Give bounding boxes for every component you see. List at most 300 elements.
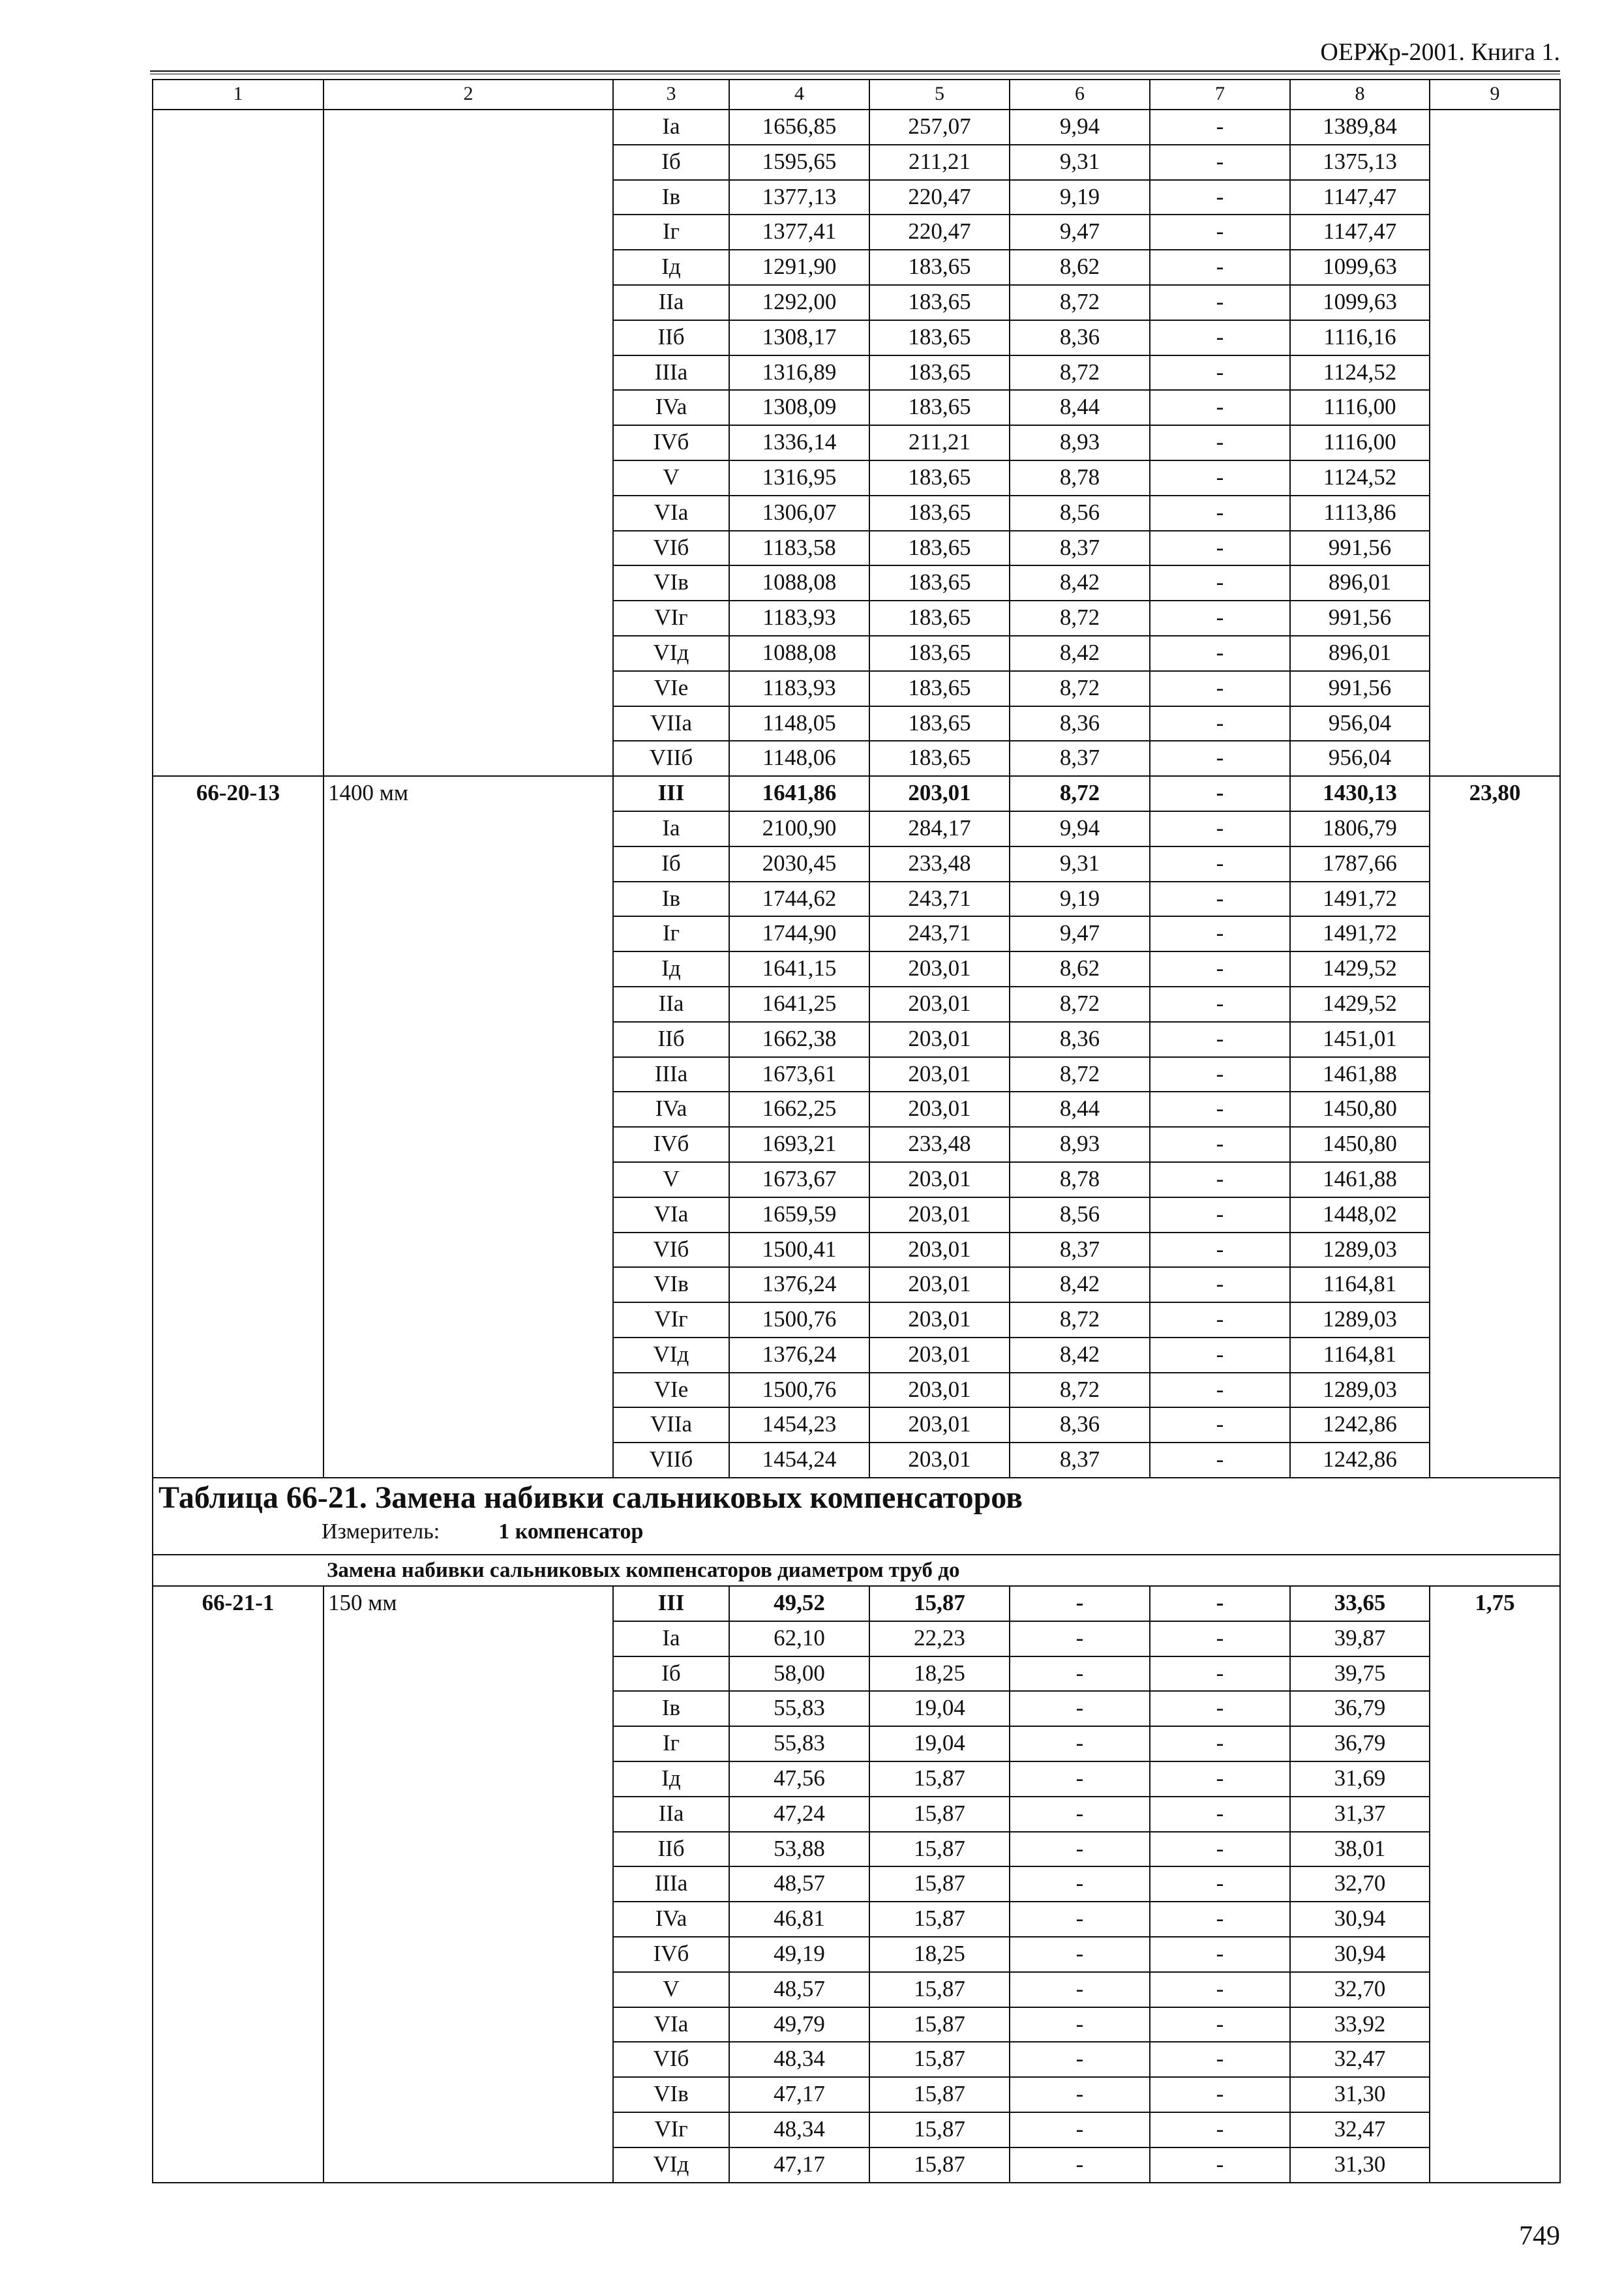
materials-cell: 991,56 <box>1290 601 1430 636</box>
table-row <box>153 1902 1560 1937</box>
direct-cost-cell: 1500,76 <box>729 1373 869 1408</box>
direct-cost-cell: 1500,76 <box>729 1302 869 1338</box>
direct-cost-cell: 47,17 <box>729 2077 869 2112</box>
machinery-cell: 8,44 <box>1010 1092 1150 1127</box>
name-cell <box>323 1057 613 1092</box>
code-cell <box>153 1127 323 1162</box>
table-row <box>153 215 1560 250</box>
region-cell: Iд <box>613 250 729 285</box>
table-row <box>153 1092 1560 1127</box>
table-row <box>153 636 1560 671</box>
machinery-cell: 8,62 <box>1010 951 1150 987</box>
code-cell <box>153 1162 323 1197</box>
name-cell <box>323 951 613 987</box>
wages-cell: 220,47 <box>869 180 1010 215</box>
region-cell: VIб <box>613 1233 729 1268</box>
name-cell <box>323 1761 613 1797</box>
materials-cell: 38,01 <box>1290 1832 1430 1867</box>
region-cell: Iв <box>613 1691 729 1726</box>
labor-cell <box>1430 355 1560 391</box>
table-row <box>153 1586 1560 1621</box>
wages-cell: 203,01 <box>869 1338 1010 1373</box>
machinery-cell: 8,72 <box>1010 601 1150 636</box>
table-row <box>153 1407 1560 1443</box>
labor-cell <box>1430 1127 1560 1162</box>
direct-cost-cell: 1641,86 <box>729 776 869 811</box>
code-cell <box>153 636 323 671</box>
machinist-wages-cell: - <box>1150 741 1290 776</box>
wages-cell: 233,48 <box>869 846 1010 882</box>
machinist-wages-cell: - <box>1150 215 1290 250</box>
wages-cell: 19,04 <box>869 1691 1010 1726</box>
machinery-cell: - <box>1010 1761 1150 1797</box>
name-cell <box>323 2077 613 2112</box>
machinery-cell: 8,36 <box>1010 706 1150 741</box>
materials-cell: 1116,00 <box>1290 425 1430 460</box>
direct-cost-cell: 1376,24 <box>729 1267 869 1302</box>
machinist-wages-cell: - <box>1150 1937 1290 1972</box>
labor-cell <box>1430 1197 1560 1233</box>
code-cell <box>153 1621 323 1656</box>
region-cell: Iг <box>613 1726 729 1761</box>
materials-cell: 1461,88 <box>1290 1162 1430 1197</box>
labor-cell <box>1430 565 1560 601</box>
wages-cell: 284,17 <box>869 811 1010 846</box>
wages-cell: 22,23 <box>869 1621 1010 1656</box>
materials-cell: 1289,03 <box>1290 1233 1430 1268</box>
direct-cost-cell: 1744,62 <box>729 882 869 917</box>
labor-cell <box>1430 706 1560 741</box>
machinist-wages-cell: - <box>1150 671 1290 706</box>
region-cell: VIa <box>613 1197 729 1233</box>
code-cell <box>153 110 323 145</box>
table-body <box>153 80 1560 2183</box>
table-row <box>153 1443 1560 1478</box>
code-cell <box>153 1197 323 1233</box>
table-row <box>153 285 1560 320</box>
wages-cell: 15,87 <box>869 2147 1010 2183</box>
region-cell: VIд <box>613 2147 729 2183</box>
materials-cell: 1430,13 <box>1290 776 1430 811</box>
machinist-wages-cell: - <box>1150 1972 1290 2007</box>
direct-cost-cell: 1308,09 <box>729 390 869 425</box>
header-rule <box>150 70 1560 74</box>
wages-cell: 203,01 <box>869 776 1010 811</box>
direct-cost-cell: 49,79 <box>729 2007 869 2042</box>
table-row <box>153 496 1560 531</box>
machinist-wages-cell: - <box>1150 1267 1290 1302</box>
region-cell: VIг <box>613 2112 729 2147</box>
machinist-wages-cell: - <box>1150 1761 1290 1797</box>
table-row <box>153 987 1560 1022</box>
direct-cost-cell: 1662,25 <box>729 1092 869 1127</box>
labor-cell <box>1430 1797 1560 1832</box>
region-cell: VIa <box>613 496 729 531</box>
materials-cell: 32,47 <box>1290 2042 1430 2077</box>
machinery-cell: - <box>1010 1656 1150 1692</box>
materials-cell: 991,56 <box>1290 671 1430 706</box>
materials-cell: 1164,81 <box>1290 1267 1430 1302</box>
name-cell <box>323 706 613 741</box>
materials-cell: 896,01 <box>1290 636 1430 671</box>
machinery-cell: 9,31 <box>1010 145 1150 180</box>
region-cell: VIд <box>613 1338 729 1373</box>
machinery-cell: - <box>1010 2042 1150 2077</box>
code-cell <box>153 1691 323 1726</box>
code-cell <box>153 180 323 215</box>
machinist-wages-cell: - <box>1150 1797 1290 1832</box>
code-cell <box>153 2077 323 2112</box>
table-row <box>153 425 1560 460</box>
direct-cost-cell: 1148,06 <box>729 741 869 776</box>
machinist-wages-cell: - <box>1150 110 1290 145</box>
region-cell: IIa <box>613 1797 729 1832</box>
subheading-row <box>153 1555 1560 1586</box>
machinist-wages-cell: - <box>1150 1373 1290 1408</box>
table-row <box>153 2077 1560 2112</box>
table-row <box>153 1057 1560 1092</box>
machinist-wages-cell: - <box>1150 1022 1290 1057</box>
labor-cell <box>1430 1407 1560 1443</box>
name-cell <box>323 1797 613 1832</box>
table-row <box>153 250 1560 285</box>
machinist-wages-cell: - <box>1150 180 1290 215</box>
wages-cell: 183,65 <box>869 320 1010 355</box>
region-cell: IIa <box>613 987 729 1022</box>
materials-cell: 1289,03 <box>1290 1373 1430 1408</box>
wages-cell: 183,65 <box>869 671 1010 706</box>
code-cell <box>153 1726 323 1761</box>
region-cell: IVa <box>613 390 729 425</box>
labor-cell <box>1430 987 1560 1022</box>
region-cell: VIIa <box>613 706 729 741</box>
labor-cell <box>1430 2007 1560 2042</box>
machinist-wages-cell: - <box>1150 601 1290 636</box>
wages-cell: 203,01 <box>869 1057 1010 1092</box>
wages-cell: 203,01 <box>869 1373 1010 1408</box>
direct-cost-cell: 1308,17 <box>729 320 869 355</box>
code-cell <box>153 496 323 531</box>
direct-cost-cell: 1500,41 <box>729 1233 869 1268</box>
direct-cost-cell: 1693,21 <box>729 1127 869 1162</box>
machinist-wages-cell: - <box>1150 882 1290 917</box>
code-cell <box>153 1022 323 1057</box>
labor-cell <box>1430 1937 1560 1972</box>
code-cell <box>153 1761 323 1797</box>
column-number: 6 <box>1010 80 1150 110</box>
code-cell <box>153 1797 323 1832</box>
materials-cell: 1116,16 <box>1290 320 1430 355</box>
region-cell: VIб <box>613 531 729 566</box>
materials-cell: 1806,79 <box>1290 811 1430 846</box>
region-cell: Iв <box>613 180 729 215</box>
materials-cell: 31,69 <box>1290 1761 1430 1797</box>
code-cell <box>153 1937 323 1972</box>
table-row <box>153 145 1560 180</box>
machinist-wages-cell: - <box>1150 1726 1290 1761</box>
region-cell: VIв <box>613 2077 729 2112</box>
name-cell <box>323 882 613 917</box>
wages-cell: 243,71 <box>869 882 1010 917</box>
name-cell <box>323 1127 613 1162</box>
region-cell: Ia <box>613 811 729 846</box>
labor-cell: 23,80 <box>1430 776 1560 811</box>
column-number: 2 <box>323 80 613 110</box>
table-row <box>153 706 1560 741</box>
machinery-cell: - <box>1010 1691 1150 1726</box>
name-cell <box>323 1233 613 1268</box>
machinery-cell: 8,42 <box>1010 1338 1150 1373</box>
labor-cell <box>1430 285 1560 320</box>
region-cell: Iд <box>613 1761 729 1797</box>
name-cell <box>323 1902 613 1937</box>
direct-cost-cell: 1641,15 <box>729 951 869 987</box>
labor-cell <box>1430 1656 1560 1692</box>
machinist-wages-cell: - <box>1150 145 1290 180</box>
machinery-cell: 8,62 <box>1010 250 1150 285</box>
code-cell <box>153 1373 323 1408</box>
table-row <box>153 846 1560 882</box>
code-cell <box>153 1267 323 1302</box>
section-header-row <box>153 1478 1560 1555</box>
machinery-cell: 8,36 <box>1010 1022 1150 1057</box>
labor-cell <box>1430 496 1560 531</box>
table-row <box>153 1022 1560 1057</box>
table-row <box>153 882 1560 917</box>
materials-cell: 31,37 <box>1290 1797 1430 1832</box>
region-cell: VIIб <box>613 1443 729 1478</box>
machinery-cell: 9,47 <box>1010 916 1150 951</box>
name-cell <box>323 460 613 496</box>
direct-cost-cell: 55,83 <box>729 1726 869 1761</box>
name-cell <box>323 355 613 391</box>
name-cell <box>323 145 613 180</box>
labor-cell <box>1430 741 1560 776</box>
labor-cell <box>1430 2042 1560 2077</box>
wages-cell: 15,87 <box>869 2042 1010 2077</box>
code-cell <box>153 250 323 285</box>
labor-cell <box>1430 1373 1560 1408</box>
direct-cost-cell: 1673,61 <box>729 1057 869 1092</box>
name-cell <box>323 2007 613 2042</box>
region-cell: IIб <box>613 1022 729 1057</box>
machinist-wages-cell: - <box>1150 320 1290 355</box>
direct-cost-cell: 1641,25 <box>729 987 869 1022</box>
name-cell <box>323 636 613 671</box>
direct-cost-cell: 1659,59 <box>729 1197 869 1233</box>
column-number: 3 <box>613 80 729 110</box>
materials-cell: 1491,72 <box>1290 882 1430 917</box>
machinery-cell: 8,42 <box>1010 1267 1150 1302</box>
name-cell <box>323 250 613 285</box>
materials-cell: 36,79 <box>1290 1691 1430 1726</box>
machinist-wages-cell: - <box>1150 1127 1290 1162</box>
machinist-wages-cell: - <box>1150 2112 1290 2147</box>
code-cell <box>153 460 323 496</box>
materials-cell: 31,30 <box>1290 2147 1430 2183</box>
table-row <box>153 2042 1560 2077</box>
labor-cell <box>1430 145 1560 180</box>
table-row <box>153 531 1560 566</box>
labor-cell <box>1430 1022 1560 1057</box>
machinery-cell: - <box>1010 2007 1150 2042</box>
materials-cell: 32,70 <box>1290 1972 1430 2007</box>
table-row <box>153 1797 1560 1832</box>
direct-cost-cell: 49,19 <box>729 1937 869 1972</box>
machinist-wages-cell: - <box>1150 1621 1290 1656</box>
code-cell <box>153 285 323 320</box>
machinist-wages-cell: - <box>1150 1338 1290 1373</box>
running-header: ОЕРЖр-2001. Книга 1. <box>1320 38 1560 66</box>
table-row <box>153 1127 1560 1162</box>
code-cell <box>153 215 323 250</box>
labor-cell <box>1430 1832 1560 1867</box>
region-cell: VIв <box>613 1267 729 1302</box>
materials-cell: 1491,72 <box>1290 916 1430 951</box>
wages-cell: 203,01 <box>869 987 1010 1022</box>
code-cell <box>153 1338 323 1373</box>
materials-cell: 896,01 <box>1290 565 1430 601</box>
code-cell <box>153 355 323 391</box>
labor-cell <box>1430 1162 1560 1197</box>
machinist-wages-cell: - <box>1150 2042 1290 2077</box>
machinist-wages-cell: - <box>1150 811 1290 846</box>
labor-cell <box>1430 601 1560 636</box>
machinery-cell: - <box>1010 2077 1150 2112</box>
code-cell <box>153 565 323 601</box>
machinery-cell: 8,93 <box>1010 425 1150 460</box>
materials-cell: 1448,02 <box>1290 1197 1430 1233</box>
wages-cell: 257,07 <box>869 110 1010 145</box>
labor-cell <box>1430 1233 1560 1268</box>
name-cell <box>323 531 613 566</box>
machinist-wages-cell: - <box>1150 1162 1290 1197</box>
direct-cost-cell: 48,57 <box>729 1866 869 1902</box>
page-number: 749 <box>1519 2221 1560 2251</box>
labor-cell <box>1430 320 1560 355</box>
machinery-cell: - <box>1010 2147 1150 2183</box>
machinist-wages-cell: - <box>1150 1197 1290 1233</box>
machinist-wages-cell: - <box>1150 1302 1290 1338</box>
direct-cost-cell: 2100,90 <box>729 811 869 846</box>
materials-cell: 1787,66 <box>1290 846 1430 882</box>
code-cell <box>153 1866 323 1902</box>
table-row <box>153 110 1560 145</box>
name-cell <box>323 2042 613 2077</box>
code-cell <box>153 1407 323 1443</box>
name-cell <box>323 2112 613 2147</box>
machinery-cell: - <box>1010 2112 1150 2147</box>
region-cell: IIIa <box>613 1057 729 1092</box>
machinery-cell: 9,31 <box>1010 846 1150 882</box>
name-cell <box>323 987 613 1022</box>
region-cell: IIIa <box>613 1866 729 1902</box>
machinist-wages-cell: - <box>1150 1443 1290 1478</box>
table-row <box>153 2112 1560 2147</box>
name-cell <box>323 180 613 215</box>
materials-cell: 39,75 <box>1290 1656 1430 1692</box>
region-cell: VIб <box>613 2042 729 2077</box>
wages-cell: 18,25 <box>869 1656 1010 1692</box>
direct-cost-cell: 1454,24 <box>729 1443 869 1478</box>
materials-cell: 1450,80 <box>1290 1127 1430 1162</box>
region-cell: IVб <box>613 425 729 460</box>
wages-cell: 211,21 <box>869 425 1010 460</box>
wages-cell: 183,65 <box>869 285 1010 320</box>
name-cell <box>323 1621 613 1656</box>
name-cell <box>323 1162 613 1197</box>
wages-cell: 183,65 <box>869 565 1010 601</box>
code-cell <box>153 145 323 180</box>
materials-cell: 1124,52 <box>1290 460 1430 496</box>
name-cell <box>323 1726 613 1761</box>
table-row <box>153 601 1560 636</box>
materials-cell: 1164,81 <box>1290 1338 1430 1373</box>
table-row <box>153 180 1560 215</box>
wages-cell: 203,01 <box>869 1233 1010 1268</box>
direct-cost-cell: 47,24 <box>729 1797 869 1832</box>
labor-cell <box>1430 110 1560 145</box>
materials-cell: 1451,01 <box>1290 1022 1430 1057</box>
column-number: 8 <box>1290 80 1430 110</box>
wages-cell: 203,01 <box>869 1302 1010 1338</box>
name-cell <box>323 215 613 250</box>
machinery-cell: 9,19 <box>1010 180 1150 215</box>
wages-cell: 15,87 <box>869 1902 1010 1937</box>
machinery-cell: 8,72 <box>1010 355 1150 391</box>
materials-cell: 956,04 <box>1290 706 1430 741</box>
machinery-cell: - <box>1010 1797 1150 1832</box>
direct-cost-cell: 1306,07 <box>729 496 869 531</box>
name-cell <box>323 1443 613 1478</box>
wages-cell: 15,87 <box>869 1832 1010 1867</box>
machinery-cell: 8,72 <box>1010 285 1150 320</box>
materials-cell: 31,30 <box>1290 2077 1430 2112</box>
table-row <box>153 1656 1560 1692</box>
code-cell: 66-21-1 <box>153 1586 323 1621</box>
table-row <box>153 1267 1560 1302</box>
direct-cost-cell: 1377,13 <box>729 180 869 215</box>
machinery-cell: 8,42 <box>1010 636 1150 671</box>
code-cell <box>153 2042 323 2077</box>
table-row <box>153 1373 1560 1408</box>
machinist-wages-cell: - <box>1150 460 1290 496</box>
code-cell <box>153 1057 323 1092</box>
name-cell <box>323 1022 613 1057</box>
materials-cell: 1242,86 <box>1290 1407 1430 1443</box>
labor-cell <box>1430 390 1560 425</box>
wages-cell: 203,01 <box>869 1443 1010 1478</box>
machinist-wages-cell: - <box>1150 951 1290 987</box>
machinery-cell: 8,56 <box>1010 1197 1150 1233</box>
machinery-cell: 8,72 <box>1010 1302 1150 1338</box>
region-cell: Iг <box>613 916 729 951</box>
region-cell: VIIб <box>613 741 729 776</box>
code-cell <box>153 987 323 1022</box>
machinery-cell: 8,56 <box>1010 496 1150 531</box>
labor-cell <box>1430 1761 1560 1797</box>
wages-cell: 15,87 <box>869 1761 1010 1797</box>
machinist-wages-cell: - <box>1150 776 1290 811</box>
name-cell <box>323 1972 613 2007</box>
wages-cell: 183,65 <box>869 250 1010 285</box>
direct-cost-cell: 1316,95 <box>729 460 869 496</box>
labor-cell <box>1430 951 1560 987</box>
machinery-cell: 8,37 <box>1010 531 1150 566</box>
region-cell: Iб <box>613 846 729 882</box>
machinery-cell: - <box>1010 1586 1150 1621</box>
machinist-wages-cell: - <box>1150 2077 1290 2112</box>
